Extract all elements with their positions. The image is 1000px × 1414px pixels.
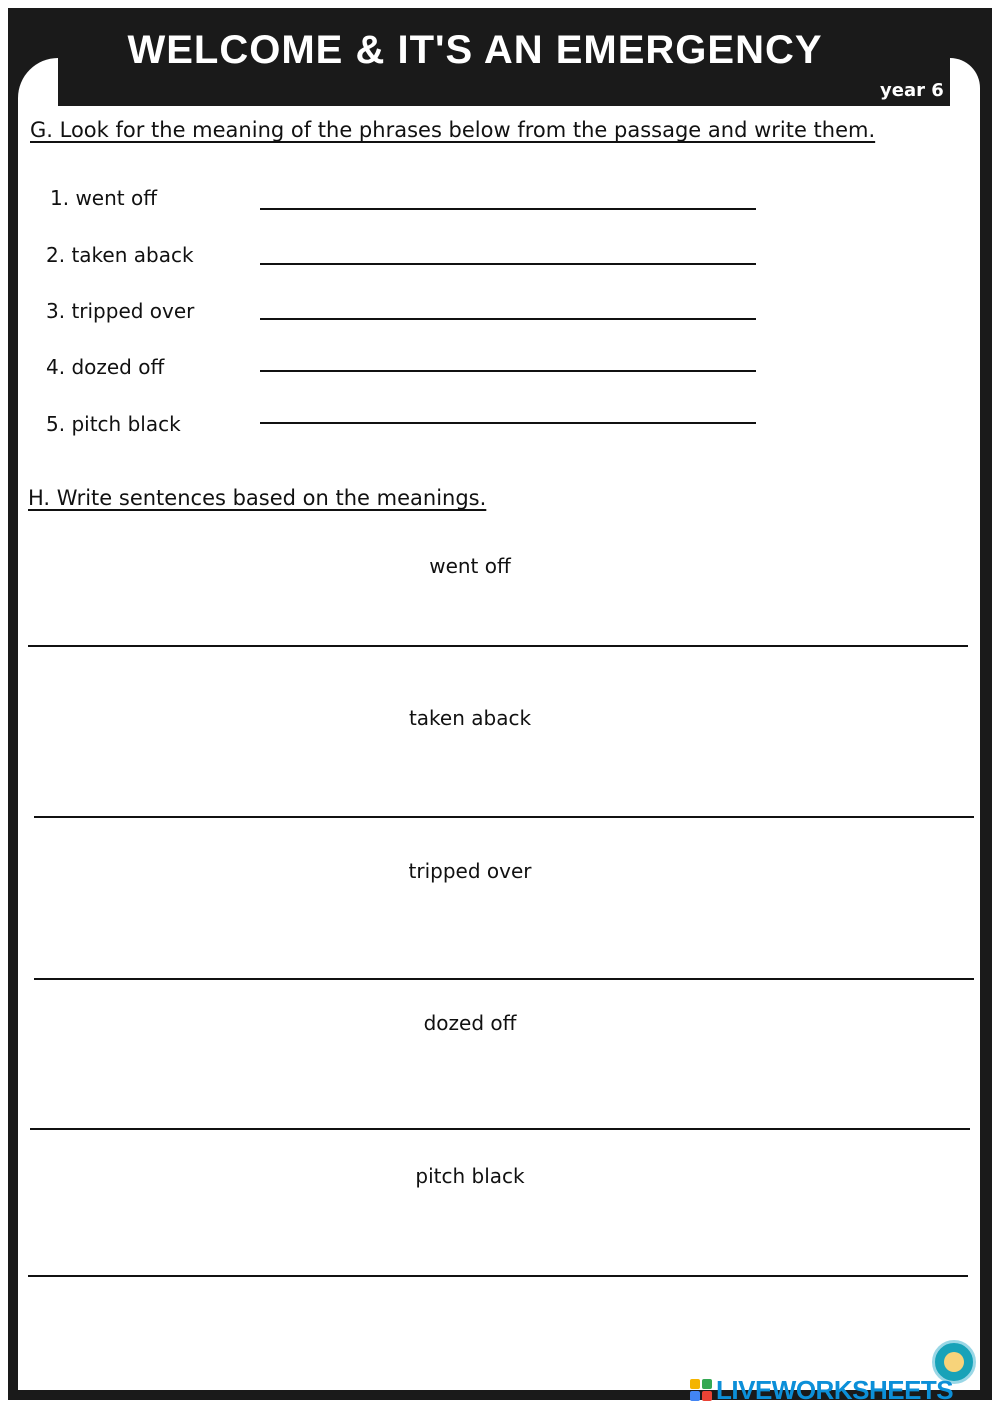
sentence-prompt-3: tripped over [408,859,532,883]
phrase-item-4: 4. dozed off [46,355,165,379]
sentence-line-2[interactable] [34,816,974,818]
section-g-heading: G. Look for the meaning of the phrases below from the passage and write them. [30,118,876,142]
sentence-prompt-2: taken aback [408,706,532,730]
sentence-line-1[interactable] [28,645,968,647]
sentence-prompt-5: pitch black [415,1164,525,1188]
sentence-line-3[interactable] [34,978,974,980]
liveworksheets-logo[interactable] [690,1376,953,1404]
liveworksheets-brand: LIVEWORKSHEETS [716,1374,954,1405]
section-h-heading: H. Write sentences based on the meanings. [28,486,487,510]
answer-line-4[interactable] [260,370,756,372]
phrase-item-3: 3. tripped over [46,299,195,323]
phrase-item-5: 5. pitch black [46,412,181,436]
phrase-item-1: 1. went off [50,186,157,210]
sentence-prompt-4: dozed off [423,1011,517,1035]
sentence-prompt-1: went off [429,554,511,578]
logo-squares-icon [690,1379,712,1401]
answer-line-2[interactable] [260,263,756,265]
worksheet-title: WELCOME & IT'S AN EMERGENCY [127,28,823,72]
sentence-line-4[interactable] [30,1128,970,1130]
sentence-line-5[interactable] [28,1275,968,1277]
answer-line-1[interactable] [260,208,756,210]
phrase-item-2: 2. taken aback [46,243,194,267]
year-label: year 6 [880,80,944,101]
answer-line-3[interactable] [260,318,756,320]
answer-line-5[interactable] [260,422,756,424]
